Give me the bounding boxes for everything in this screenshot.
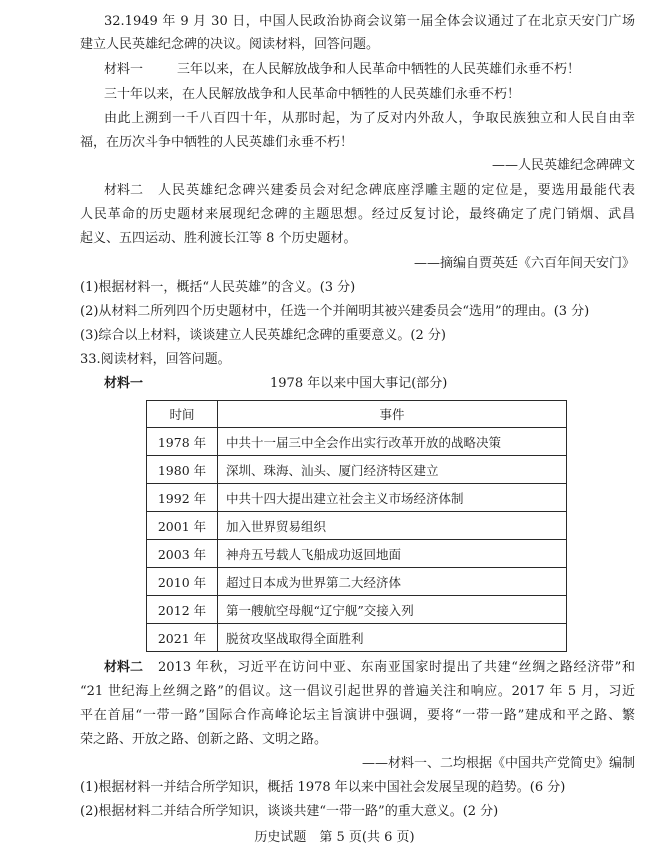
cell-year: 1992 年 [147, 484, 218, 512]
table-row [147, 512, 567, 540]
q32-material2-line1: 人民英雄纪念碑兴建委员会对纪念碑底座浮雕主题的定位是，要选用最能代表 [158, 183, 635, 198]
q32-question-3: (3)综合以上材料，谈谈建立人民英雄纪念碑的重要意义。(2 分) [80, 328, 446, 343]
column-header-event: 事件 [218, 401, 567, 428]
q32-material1-line4: 福，在历次斗争中牺牲的人民英雄们永垂不朽！ [80, 135, 354, 150]
q32-intro-line1: 32.1949 年 9 月 30 日，中国人民政治协商会议第一届全体会议通过了在北京天安门广场 [104, 14, 635, 29]
table-row [147, 540, 567, 568]
page-footer: 历史试题 第 5 页(共 6 页) [254, 830, 415, 845]
q32-material2-line2: 人民革命的历史题材来展现纪念碑的主题思想。经过反复讨论，最终确定了虎门销烟、武昌 [80, 207, 635, 222]
q33-material2-line1: 2013 年秋，习近平在访问中亚、东南亚国家时提出了共建“丝绸之路经济带”和 [158, 660, 635, 675]
cell-event: 加入世界贸易组织 [218, 512, 567, 540]
q33-question-2: (2)根据材料二并结合所学知识，谈谈共建“一带一路”的重大意义。(2 分) [80, 804, 499, 819]
cell-year: 2010 年 [147, 568, 218, 596]
cell-event: 第一艘航空母舰“辽宁舰”交接入列 [218, 596, 567, 624]
cell-event: 超过日本成为世界第二大经济体 [218, 568, 567, 596]
q33-material2-line3: 平在首届“一带一路”国际合作高峰论坛主旨演讲中强调，要将“一带一路”建成和平之路、繁 [80, 708, 635, 723]
q33-intro: 33.阅读材料，回答问题。 [80, 352, 231, 367]
q32-material2-source: ——摘编自贾英廷《六百年间天安门》 [413, 256, 635, 271]
cell-year: 2021 年 [147, 624, 218, 652]
q32-question-1: (1)根据材料一，概括“人民英雄”的含义。(3 分) [80, 280, 356, 295]
cell-event: 深圳、珠海、汕头、厦门经济特区建立 [218, 456, 567, 484]
q33-material2-source: ——材料一、二均根据《中国共产党简史》编制 [361, 756, 635, 771]
column-header-time: 时间 [147, 401, 218, 428]
table-header-row [147, 401, 567, 428]
table-title: 1978 年以来中国大事记(部分) [270, 376, 448, 391]
cell-year: 2012 年 [147, 596, 218, 624]
q32-material1-line1: 三年以来，在人民解放战争和人民革命中牺牲的人民英雄们永垂不朽！ [177, 62, 581, 77]
table-row [147, 596, 567, 624]
cell-year: 2001 年 [147, 512, 218, 540]
q32-material1-label: 材料一 [104, 62, 144, 77]
q33-question-1: (1)根据材料一并结合所学知识，概括 1978 年以来中国社会发展呈现的趋势。(6 分) [80, 780, 566, 795]
cell-year: 1980 年 [147, 456, 218, 484]
q32-question-2: (2)从材料二所列四个历史题材中，任选一个并阐明其被兴建委员会“选用”的理由。(3 分) [80, 304, 590, 319]
q32-material1-source: ——人民英雄纪念碑碑文 [491, 158, 635, 173]
q33-material1-label: 材料一 [104, 376, 144, 391]
cell-year: 1978 年 [147, 428, 218, 456]
q32-material1-line2: 三十年以来，在人民解放战争和人民革命中牺牲的人民英雄们永垂不朽！ [104, 87, 521, 102]
table-row [147, 624, 567, 652]
events-table [146, 400, 567, 652]
q32-material1-line3: 由此上溯到一千八百四十年，从那时起，为了反对内外敌人，争取民族独立和人民自由幸 [104, 111, 635, 126]
q33-material2-label: 材料二 [104, 660, 144, 675]
q32-material2-label: 材料二 [104, 183, 144, 198]
cell-year: 2003 年 [147, 540, 218, 568]
table-row [147, 456, 567, 484]
q33-material2-line2: “21 世纪海上丝绸之路”的倡议。这一倡议引起世界的普遍关注和响应。2017 年 5 月，习近 [80, 684, 635, 699]
cell-event: 中共十一届三中全会作出实行改革开放的战略决策 [218, 428, 567, 456]
table-row [147, 484, 567, 512]
cell-event: 神舟五号载人飞船成功返回地面 [218, 540, 567, 568]
cell-event: 脱贫攻坚战取得全面胜利 [218, 624, 567, 652]
q32-intro-line2: 建立人民英雄纪念碑的决议。阅读材料，回答问题。 [80, 37, 380, 52]
q32-material2-line3: 起义、五四运动、胜利渡长江等 8 个历史题材。 [80, 231, 357, 246]
q33-material2-line4: 荣之路、开放之路、创新之路、文明之路。 [80, 732, 328, 747]
cell-event: 中共十四大提出建立社会主义市场经济体制 [218, 484, 567, 512]
table-row [147, 568, 567, 596]
table-row [147, 428, 567, 456]
